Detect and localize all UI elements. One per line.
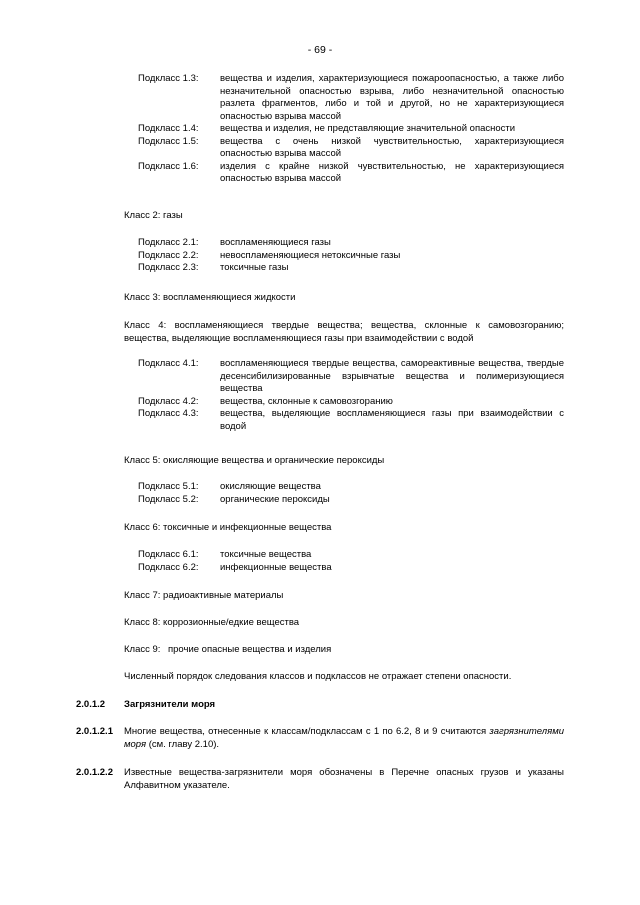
subclass-label: Подкласс 2.2: (138, 249, 199, 261)
class2-subclass-list (0, 237, 640, 275)
subclass-label: Подкласс 4.3: (138, 408, 199, 419)
paragraph-number: 2.0.1.2.1 (76, 726, 113, 737)
paragraph-text (124, 726, 564, 751)
subclass-label: Подкласс 4.2: (138, 395, 199, 407)
subclass-description: изделия с крайне низкой чувствительностью, не характеризующиеся опасностью взрыва массой (220, 160, 564, 184)
subclass-label: Подкласс 1.3: (138, 73, 199, 84)
class6-subclass-list (0, 549, 640, 574)
order-note: Численный порядок следования классов и подклассов не отражает степени опасности. (124, 671, 512, 682)
paragraph-number: 2.0.1.2.2 (76, 767, 113, 778)
subclass-description: вещества, склонные к самовозгоранию (220, 395, 393, 407)
class1-subclass-list (0, 73, 640, 186)
subclass-row (0, 481, 640, 494)
subclass-label: Подкласс 1.4: (138, 123, 199, 134)
paragraph-text-start: Многие вещества, отнесенные к классам/подклассам с 1 по 6.2, 8 и 9 считаются (124, 726, 490, 737)
subclass-row (0, 408, 640, 433)
class-7-heading: Класс 7: радиоактивные материалы (124, 590, 284, 601)
subclass-row (0, 358, 640, 396)
subclass-label: Подкласс 5.1: (138, 481, 199, 492)
subclass-description: окисляющие вещества (220, 481, 321, 492)
class-8-heading: Класс 8: коррозионные/едкие вещества (124, 617, 300, 628)
section-number: 2.0.1.2 (76, 699, 106, 710)
class-3-heading: Класс 3: воспламеняющиеся жидкости (124, 292, 296, 303)
subclass-description: инфекционные вещества (220, 561, 332, 573)
subclass-row (0, 562, 640, 575)
class-4-heading: Класс 4: воспламеняющиеся твердые вещества; вещества, склонные к самовозгоранию; вещества, выделяющие воспламеняющиеся газы при взаимодействии с водой (124, 320, 564, 344)
subclass-description: вещества, выделяющие воспламеняющиеся газы при взаимодействии с водой (220, 408, 564, 432)
paragraph-italic-term: загрязнителями моря (124, 726, 564, 750)
subclass-row (0, 123, 640, 136)
subclass-label: Подкласс 1.5: (138, 135, 199, 147)
class-6-heading: Класс 6: токсичные и инфекционные вещества (124, 522, 332, 533)
subclass-description: невоспламеняющиеся нетоксичные газы (220, 249, 401, 261)
subclass-description: вещества и изделия, характеризующиеся пожароопасностью, а также либо незначительной опасностью взрыва, либо незначительной опасностью разлета фрагментов, либо и той и другой, но не характеризующиеся опасностью взрыва массой (220, 73, 564, 122)
subclass-description: вещества с очень низкой чувствительностью, характеризующиеся опасностью взрыва массой (220, 135, 564, 159)
subclass-row (0, 136, 640, 161)
subclass-label: Подкласс 4.1: (138, 358, 199, 369)
paragraph-text-end: (см. главу 2.10). (146, 738, 220, 750)
subclass-description: вещества и изделия, не представляющие значительной опасности (220, 123, 516, 134)
subclass-description: органические пероксиды (220, 493, 330, 505)
paragraph-text: Известные вещества-загрязнители моря обозначены в Перечне опасных грузов и указаны Алфавитном указателе. (124, 767, 564, 791)
subclass-description: воспламеняющиеся твердые вещества, самореактивные вещества, твердые десенсибилизированные взрывчатые вещества и полимеризующиеся вещества (220, 358, 564, 394)
subclass-label: Подкласс 6.2: (138, 561, 199, 573)
class4-subclass-list (0, 358, 640, 433)
class-9-label: Класс 9: (124, 644, 161, 655)
subclass-description: токсичные вещества (220, 549, 312, 560)
class-9-description: прочие опасные вещества и изделия (168, 644, 332, 655)
subclass-row (0, 494, 640, 507)
class-5-heading: Класс 5: окисляющие вещества и органические пероксиды (124, 455, 385, 466)
subclass-label: Подкласс 6.1: (138, 549, 199, 560)
subclass-label: Подкласс 5.2: (138, 493, 199, 505)
subclass-row (0, 237, 640, 250)
subclass-row (0, 73, 640, 123)
subclass-label: Подкласс 1.6: (138, 160, 199, 172)
subclass-row (0, 161, 640, 186)
subclass-description: токсичные газы (220, 262, 289, 273)
subclass-row (0, 396, 640, 409)
subclass-description: воспламеняющиеся газы (220, 237, 331, 248)
subclass-label: Подкласс 2.3: (138, 262, 199, 273)
subclass-row (0, 549, 640, 562)
subclass-row (0, 262, 640, 275)
page-number: - 69 - (307, 44, 333, 56)
subclass-row (0, 250, 640, 263)
class5-subclass-list (0, 481, 640, 506)
section-title: Загрязнители моря (124, 699, 216, 710)
class-2-heading: Класс 2: газы (124, 210, 183, 221)
subclass-label: Подкласс 2.1: (138, 237, 199, 248)
